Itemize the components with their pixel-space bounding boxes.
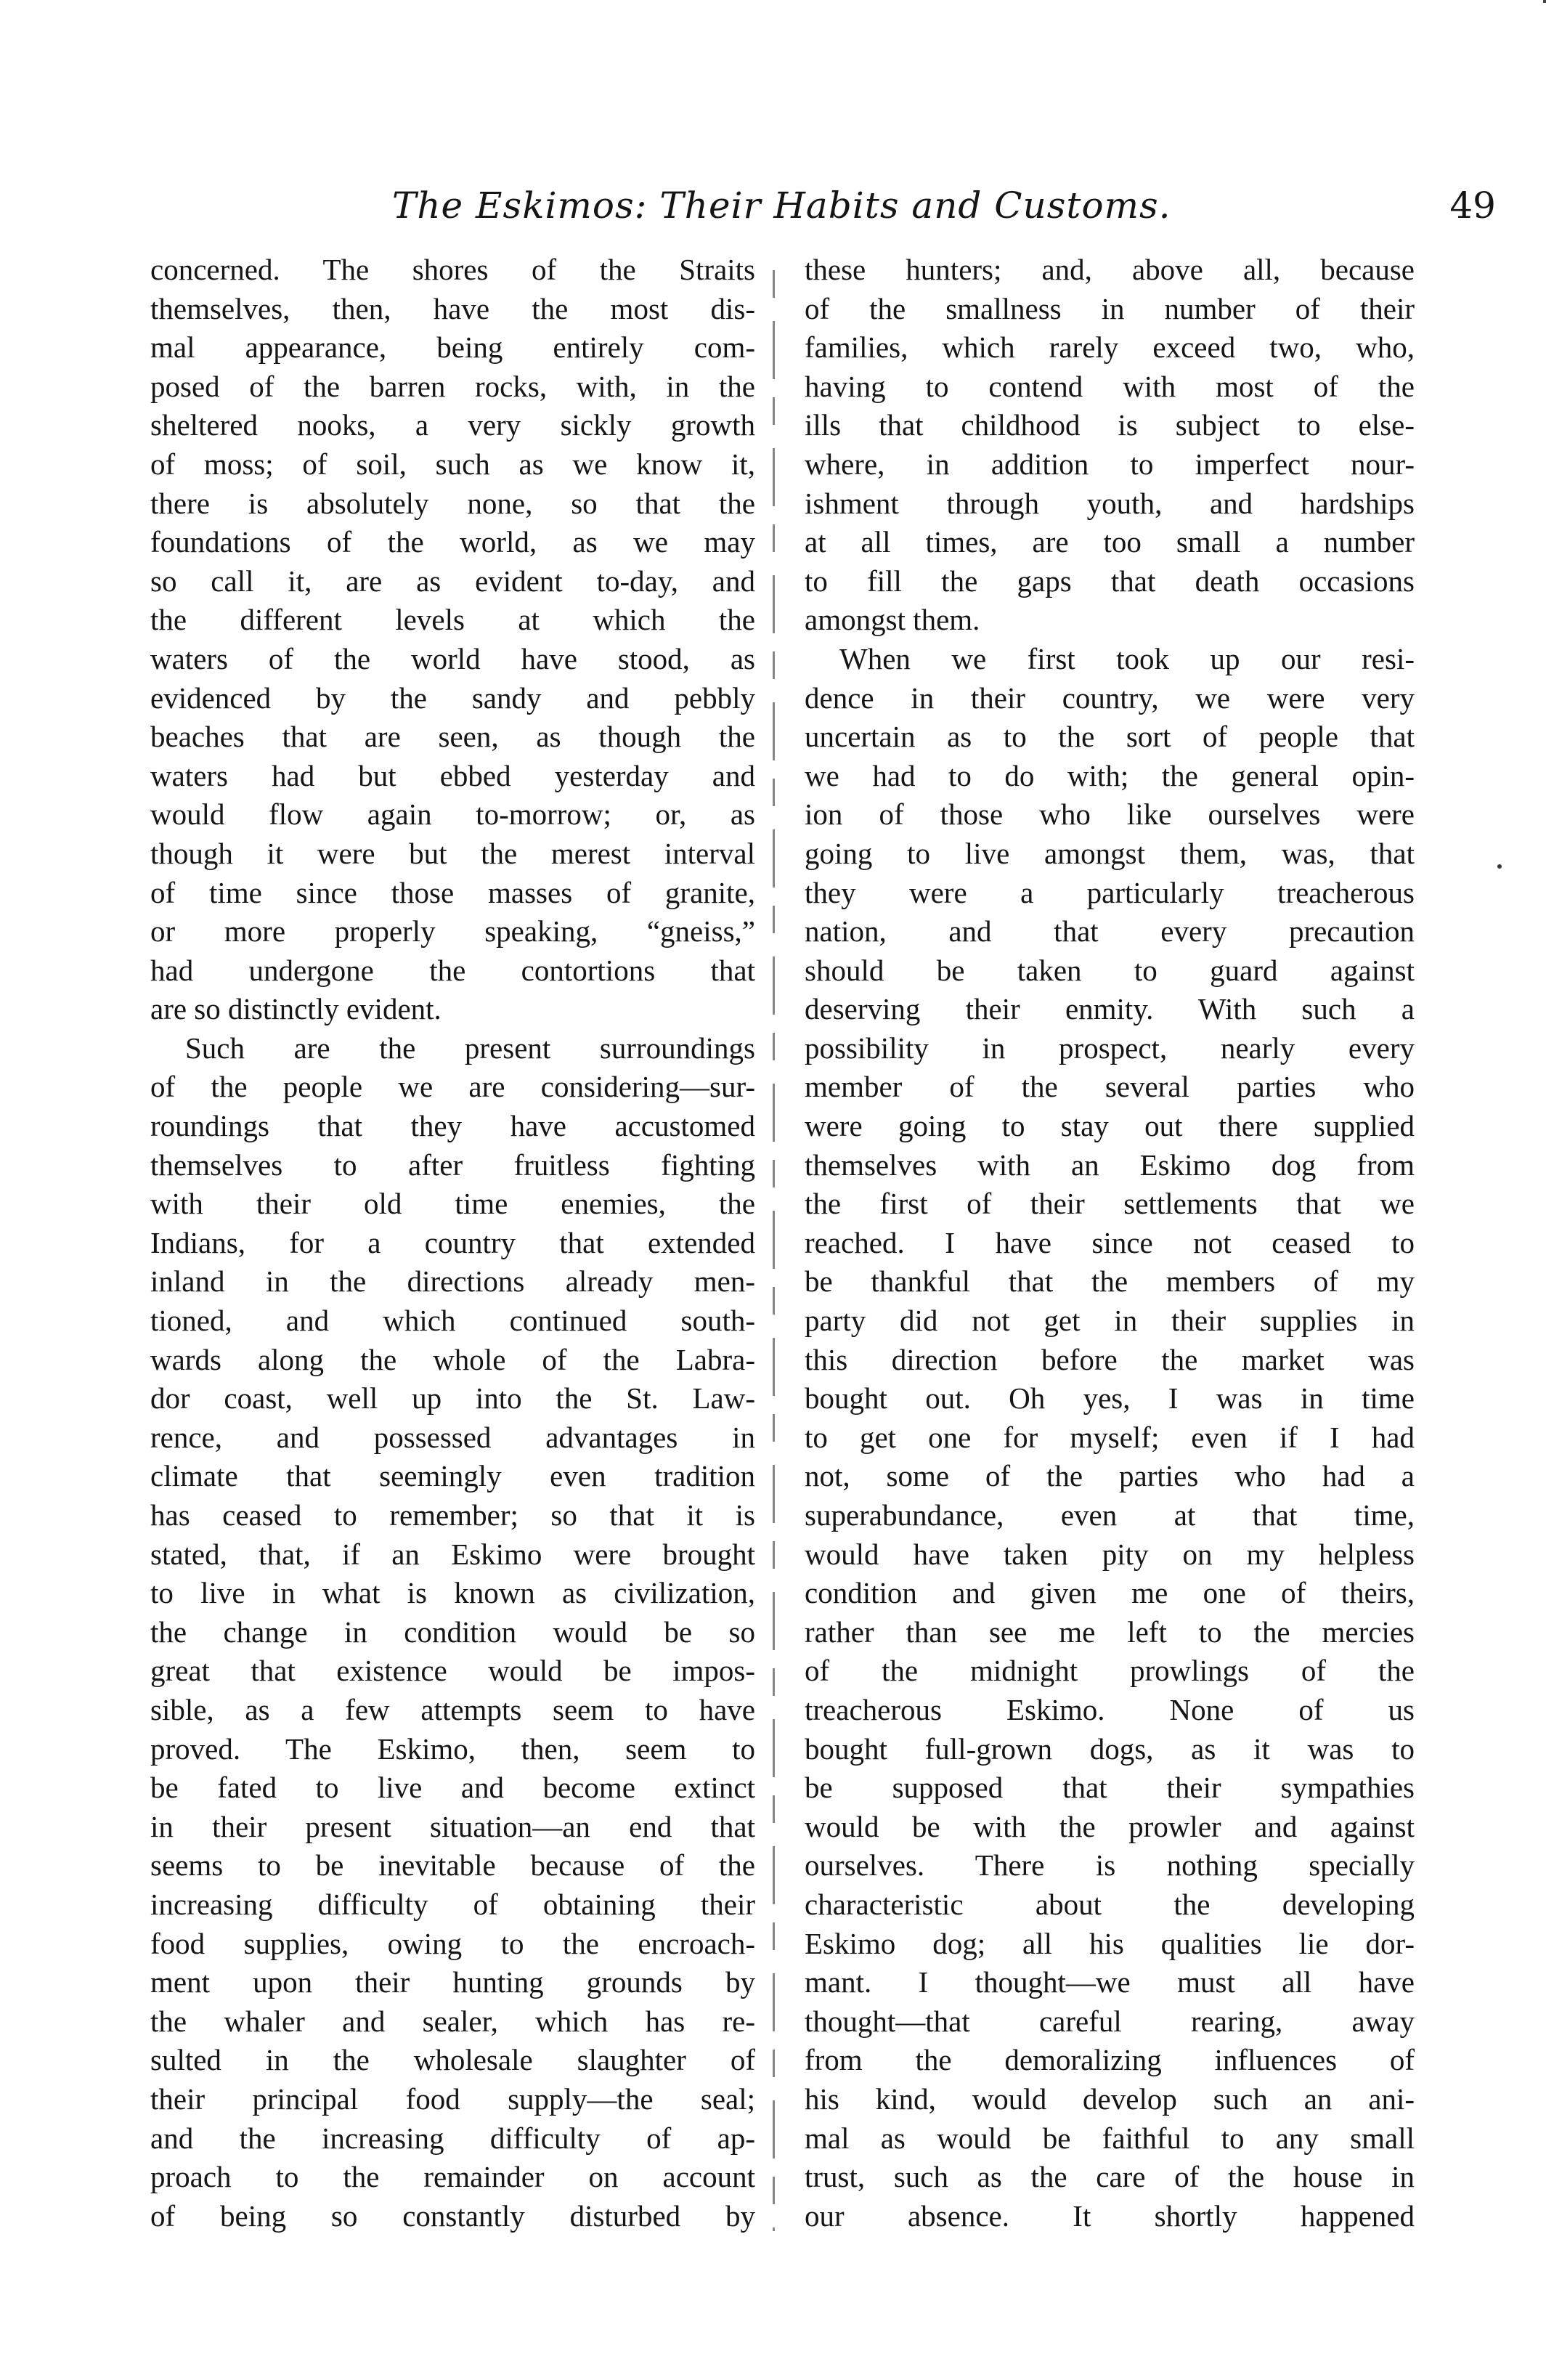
text-line: beaches that are seen, as though the	[150, 720, 755, 754]
text-line: climate that seemingly even tradition	[150, 1459, 755, 1493]
text-line: of being so constantly disturbed by	[150, 2198, 755, 2233]
text-line: having to contend with most of the	[805, 369, 1415, 403]
text-line: proach to the remainder on account	[150, 2160, 755, 2194]
text-line: these hunters; and, above all, because	[805, 253, 1415, 286]
text-line: sheltered nooks, a very sickly growth	[150, 408, 755, 442]
text-line: our absence. It shortly happened	[805, 2198, 1415, 2233]
text-line: there is absolutely none, so that the	[150, 486, 755, 520]
text-line: waters of the world have stood, as	[150, 641, 755, 675]
text-line: party did not get in their supplies in	[805, 1304, 1415, 1338]
text-line: mant. I thought—we must all have	[805, 1965, 1415, 1999]
left-column	[150, 251, 755, 2235]
text-line: dence in their country, we were very	[805, 681, 1415, 715]
text-line: be thankful that the members of my	[805, 1264, 1415, 1299]
text-line: of the midnight prowlings of the	[805, 1654, 1415, 1688]
text-line: foundations of the world, as we may	[150, 525, 755, 559]
text-line: where, in addition to imperfect nour-	[805, 447, 1415, 481]
text-line: to fill the gaps that death occasions	[805, 564, 1415, 598]
text-line: of the smallness in number of their	[805, 291, 1415, 325]
text-line: his kind, would develop such an ani-	[805, 2082, 1415, 2116]
running-head	[392, 180, 1518, 231]
text-line: wards along the whole of the Labra-	[150, 1342, 755, 1376]
print-speck	[1497, 864, 1502, 869]
text-line: and the increasing difficulty of ap-	[150, 2121, 755, 2155]
text-line: seems to be inevitable because of the	[150, 1848, 755, 1883]
text-line: of moss; of soil, such as we know it,	[150, 447, 755, 481]
right-column	[805, 251, 1415, 2235]
text-line: not, some of the parties who had a	[805, 1459, 1415, 1493]
text-line: with their old time enemies, the	[150, 1187, 755, 1221]
text-line: of the people we are considering—sur-	[150, 1070, 755, 1104]
text-line: should be taken to guard against	[805, 953, 1415, 987]
text-line: superabundance, even at that time,	[805, 1498, 1415, 1532]
text-line: characteristic about the developing	[805, 1887, 1415, 1921]
text-line: When we first took up our resi-	[839, 641, 1415, 675]
text-line: ishment through youth, and hardships	[805, 486, 1415, 520]
text-line: the whaler and sealer, which has re-	[150, 2004, 755, 2038]
text-line: tioned, and which continued south-	[150, 1304, 755, 1338]
text-line: roundings that they have accustomed	[150, 1109, 755, 1143]
text-line: rence, and possessed advantages in	[150, 1420, 755, 1454]
running-head-title: The Eskimos: Their Habits and Customs.	[392, 184, 1171, 227]
text-line: or more properly speaking, “gneiss,”	[150, 914, 755, 949]
text-line: inland in the directions already men-	[150, 1264, 755, 1299]
text-line: they were a particularly treacherous	[805, 875, 1415, 909]
text-line: their principal food supply—the seal;	[150, 2082, 755, 2116]
text-line: at all times, are too small a number	[805, 525, 1415, 559]
text-line: member of the several parties who	[805, 1070, 1415, 1104]
text-line: the change in condition would be so	[150, 1615, 755, 1649]
text-line: ills that childhood is subject to else-	[805, 408, 1415, 442]
text-line: going to live amongst them, was, that	[805, 836, 1415, 870]
text-line: treacherous Eskimo. None of us	[805, 1692, 1415, 1726]
text-line: ment upon their hunting grounds by	[150, 1965, 755, 1999]
text-line: of time since those masses of granite,	[150, 875, 755, 909]
text-line: Indians, for a country that extended	[150, 1225, 755, 1259]
text-line: uncertain as to the sort of people that	[805, 720, 1415, 754]
text-line: had undergone the contortions that	[150, 953, 755, 987]
text-line: increasing difficulty of obtaining their	[150, 1887, 755, 1921]
text-line: so call it, are as evident to-day, and	[150, 564, 755, 598]
text-line: mal as would be faithful to any small	[805, 2121, 1415, 2155]
text-line: ion of those who like ourselves were	[805, 797, 1415, 832]
text-line: to get one for myself; even if I had	[805, 1420, 1415, 1454]
text-line: concerned. The shores of the Straits	[150, 253, 755, 286]
text-line: would be with the prowler and against	[805, 1809, 1415, 1843]
text-line: reached. I have since not ceased to	[805, 1225, 1415, 1259]
text-line: themselves to after fruitless fighting	[150, 1148, 755, 1182]
text-line: from the demoralizing influences of	[805, 2043, 1415, 2077]
text-line: Eskimo dog; all his qualities lie dor-	[805, 1926, 1415, 1960]
text-line: trust, such as the care of the house in	[805, 2160, 1415, 2194]
text-line: great that existence would be impos-	[150, 1654, 755, 1688]
text-line: stated, that, if an Eskimo were brought	[150, 1537, 755, 1571]
text-line: to live in what is known as civilization,	[150, 1576, 755, 1610]
page-number: 49	[1449, 184, 1496, 227]
text-line: amongst them.	[805, 603, 980, 637]
text-line: condition and given me one of theirs,	[805, 1576, 1415, 1610]
text-line: waters had but ebbed yesterday and	[150, 758, 755, 792]
text-line: are so distinctly evident.	[150, 992, 442, 1026]
text-line: ourselves. There is nothing specially	[805, 1848, 1415, 1883]
text-line: be supposed that their sympathies	[805, 1771, 1415, 1805]
text-line: be fated to live and become extinct	[150, 1771, 755, 1805]
text-line: sible, as a few attempts seem to have	[150, 1692, 755, 1726]
text-line: bought out. Oh yes, I was in time	[805, 1381, 1415, 1416]
text-line: bought full-grown dogs, as it was to	[805, 1731, 1415, 1766]
text-line: though it were but the merest interval	[150, 836, 755, 870]
text-line: evidenced by the sandy and pebbly	[150, 681, 755, 715]
text-line: dor coast, well up into the St. Law-	[150, 1381, 755, 1416]
text-line: would flow again to-morrow; or, as	[150, 797, 755, 832]
text-line: Such are the present surroundings	[185, 1031, 755, 1065]
text-line: were going to stay out there supplied	[805, 1109, 1415, 1143]
column-divider-rule	[773, 270, 775, 2231]
text-line: this direction before the market was	[805, 1342, 1415, 1376]
text-line: in their present situation—an end that	[150, 1809, 755, 1843]
scan-corner-mark	[1543, 0, 1546, 3]
text-line: we had to do with; the general opin-	[805, 758, 1415, 792]
text-line: sulted in the wholesale slaughter of	[150, 2043, 755, 2077]
text-line: food supplies, owing to the encroach-	[150, 1926, 755, 1960]
text-line: themselves, then, have the most dis-	[150, 291, 755, 325]
text-line: possibility in prospect, nearly every	[805, 1031, 1415, 1065]
text-line: mal appearance, being entirely com-	[150, 330, 755, 365]
text-line: proved. The Eskimo, then, seem to	[150, 1731, 755, 1766]
text-line: themselves with an Eskimo dog from	[805, 1148, 1415, 1182]
text-line: the first of their settlements that we	[805, 1187, 1415, 1221]
text-line: thought—that careful rearing, away	[805, 2004, 1415, 2038]
text-line: deserving their enmity. With such a	[805, 992, 1415, 1026]
text-line: rather than see me left to the mercies	[805, 1615, 1415, 1649]
text-line: nation, and that every precaution	[805, 914, 1415, 949]
text-line: the different levels at which the	[150, 603, 755, 637]
text-line: posed of the barren rocks, with, in the	[150, 369, 755, 403]
text-line: would have taken pity on my helpless	[805, 1537, 1415, 1571]
text-line: families, which rarely exceed two, who,	[805, 330, 1415, 365]
text-line: has ceased to remember; so that it is	[150, 1498, 755, 1532]
